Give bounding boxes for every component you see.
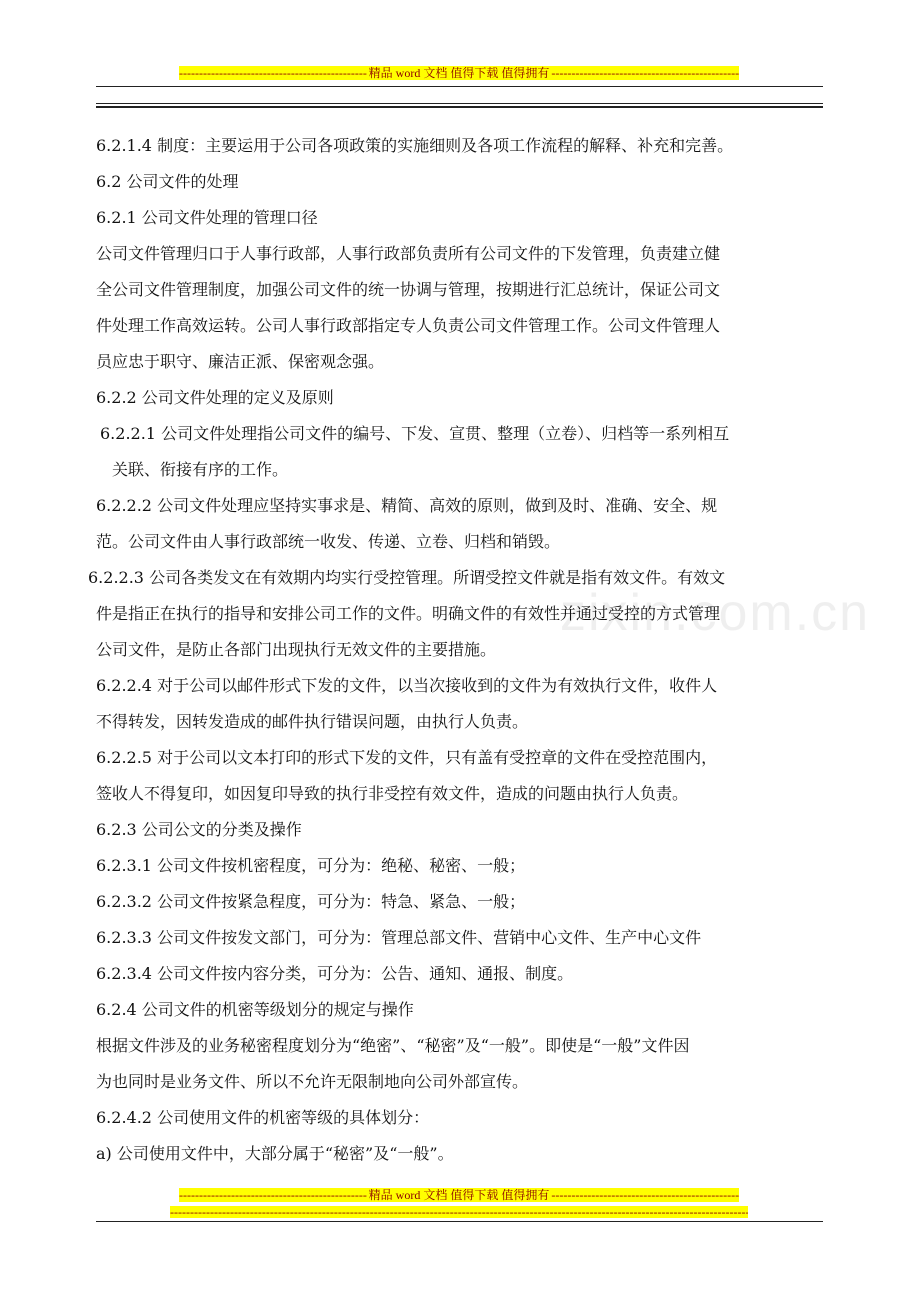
body-line: 为也同时是业务文件、所以不允许无限制地向公司外部宣传。 (96, 1072, 529, 1091)
body-line: 6.2.1.4 制度：主要运用于公司各项政策的实施细则及各项工作流程的解释、补充和完善。 (96, 136, 734, 155)
body-line: 6.2.3.2 公司文件按紧急程度，可分为：特急、紧急、一般； (96, 892, 526, 911)
footer-banner-text: 精品 word 文档 值得下载 值得拥有 (368, 1188, 550, 1202)
body-line: 不得转发，因转发造成的邮件执行错误问题，由执行人负责。 (96, 712, 529, 731)
section-heading: 6.2 公司文件的处理 (96, 172, 239, 191)
body-line: 6.2.2.4 对于公司以邮件形式下发的文件，以当次接收到的文件为有效执行文件，收件人 (96, 676, 718, 695)
header-rule-1 (96, 103, 823, 104)
body-line: 签收人不得复印，如因复印导致的执行非受控有效文件，造成的问题由执行人负责。 (96, 784, 689, 803)
header-rule-2 (96, 106, 823, 108)
body-line: 范。公司文件由人事行政部统一收发、传递、立卷、归档和销毁。 (96, 532, 561, 551)
section-heading: 6.2.4 公司文件的机密等级划分的规定与操作 (96, 1000, 414, 1019)
body-line: 件处理工作高效运转。公司人事行政部指定专人负责公司文件管理工作。公司文件管理人 (96, 316, 721, 335)
watermark: zixin.com.cn (560, 584, 871, 642)
section-heading: 6.2.3 公司公文的分类及操作 (96, 820, 302, 839)
footer-dash-line (170, 1206, 748, 1218)
body-line: 关联、衔接有序的工作。 (112, 460, 289, 479)
header-dash-right (551, 66, 739, 80)
body-line: 6.2.2.5 对于公司以文本打印的形式下发的文件，只有盖有受控章的文件在受控范围内， (96, 748, 718, 767)
footer-dash-left (179, 1188, 367, 1202)
header-rule-thin (96, 86, 823, 87)
body-line: 6.2.2.3 公司各类发文在有效期内均实行受控管理。所谓受控文件就是指有效文件。有效文 (88, 568, 726, 587)
header-banner-text: 精品 word 文档 值得下载 值得拥有 (368, 66, 550, 80)
body-line: 件是指正在执行的指导和安排公司工作的文件。明确文件的有效性并通过受控的方式管理 (96, 604, 721, 623)
list-item: a) 公司使用文件中，大部分属于“秘密”及“一般”。 (96, 1144, 454, 1163)
body-line: 6.2.3.3 公司文件按发文部门，可分为：管理总部文件、营销中心文件、生产中心文件 (96, 928, 702, 947)
footer-rule (96, 1221, 823, 1222)
body-line: 6.2.3.4 公司文件按内容分类，可分为：公告、通知、通报、制度。 (96, 964, 574, 983)
section-heading: 6.2.2 公司文件处理的定义及原则 (96, 388, 334, 407)
body-line: 员应忠于职守、廉洁正派、保密观念强。 (96, 352, 385, 371)
footer-dash-right (551, 1188, 739, 1202)
body-line: 全公司文件管理制度，加强公司文件的统一协调与管理，按期进行汇总统计，保证公司文 (96, 280, 721, 299)
body-line: 根据文件涉及的业务秘密程度划分为“绝密”、“秘密”及“一般”。即使是“一般”文件因 (96, 1036, 690, 1055)
footer-banner (179, 1188, 739, 1202)
body-line: 6.2.2.1 公司文件处理指公司文件的编号、下发、宣贯、整理（立卷）、归档等一系列相互 (100, 424, 730, 443)
section-heading: 6.2.1 公司文件处理的管理口径 (96, 208, 318, 227)
body-line: 6.2.4.2 公司使用文件的机密等级的具体划分： (96, 1108, 430, 1127)
document-body (88, 128, 826, 1172)
body-line: 公司文件管理归口于人事行政部，人事行政部负责所有公司文件的下发管理，负责建立健 (96, 244, 721, 263)
body-line: 公司文件，是防止各部门出现执行无效文件的主要措施。 (96, 640, 497, 659)
body-line: 6.2.3.1 公司文件按机密程度，可分为：绝秘、秘密、一般； (96, 856, 526, 875)
header-banner (179, 66, 739, 80)
body-line: 6.2.2.2 公司文件处理应坚持实事求是、精简、高效的原则，做到及时、准确、安全、规 (96, 496, 718, 515)
header-dash-left (179, 66, 367, 80)
